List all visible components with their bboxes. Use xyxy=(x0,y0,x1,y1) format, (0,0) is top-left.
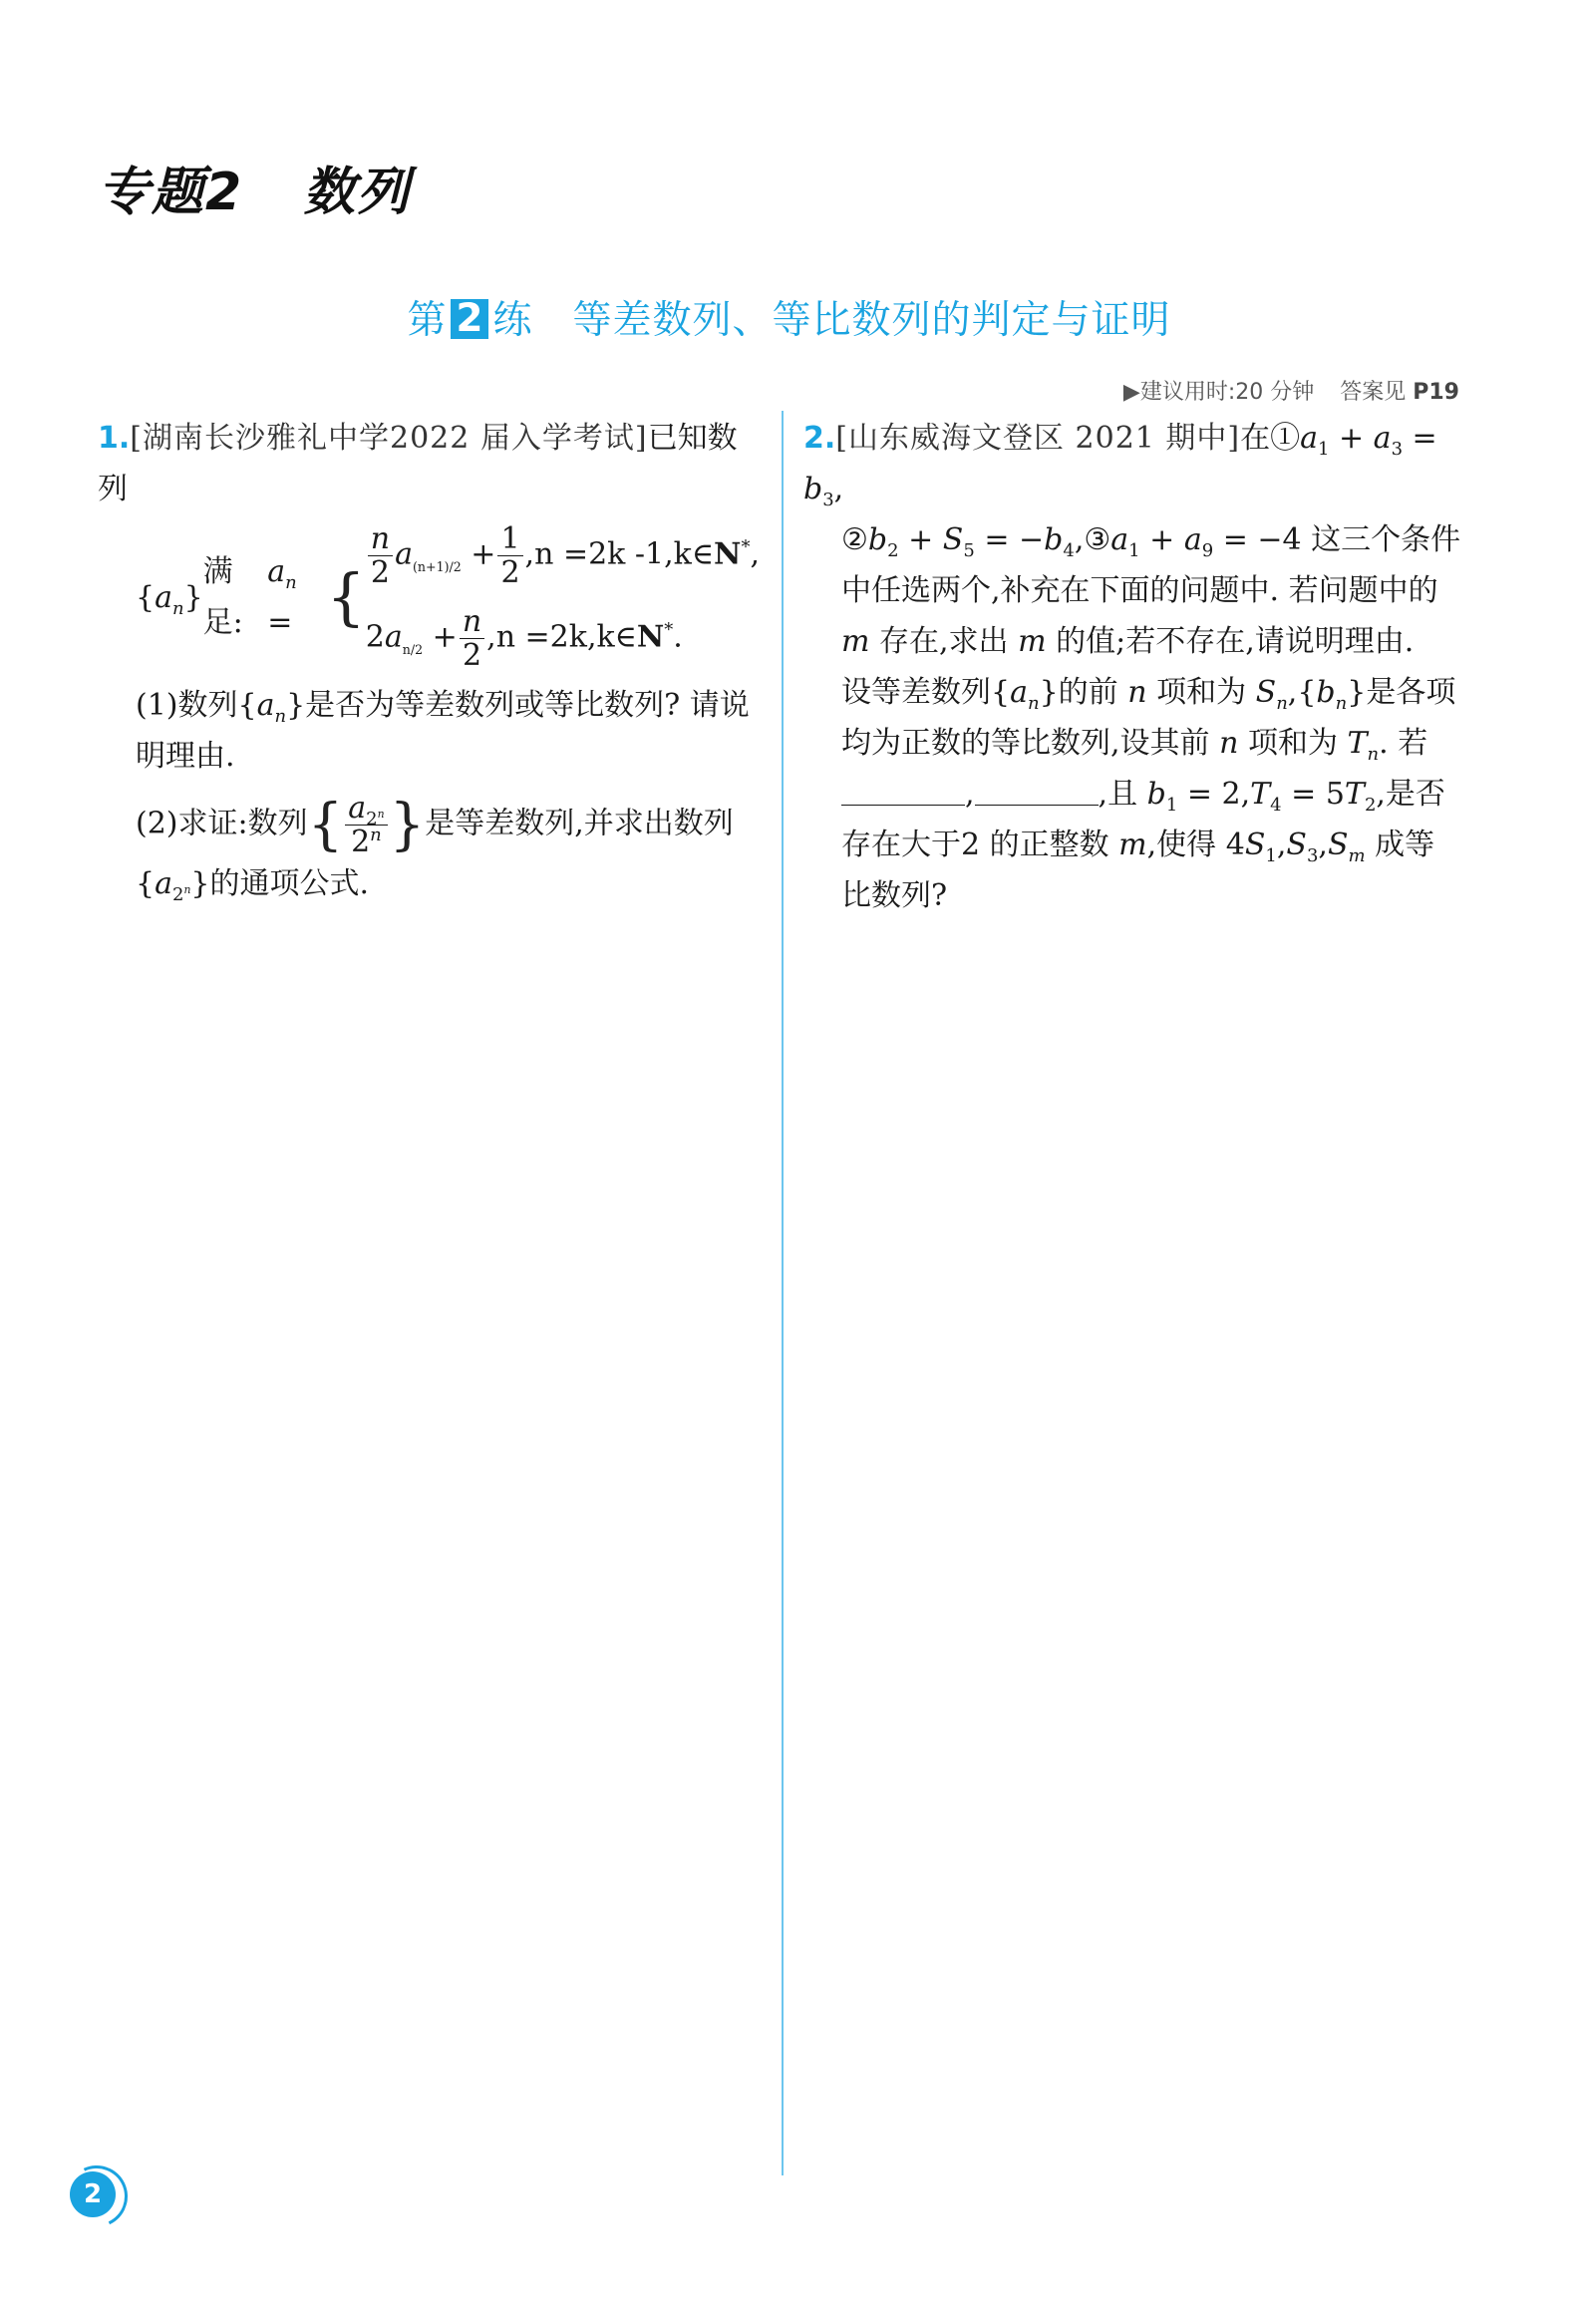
question-2-conditions: $②b_2 + S_5$ = $-b_4,③a_1 + a_9 = -4$ 这三个条件中任选两个,补充在下面的问题中. 若问题中的 m 存在,求出 m 的值;若不存在,请说明理由. xyxy=(841,522,1461,659)
column-divider xyxy=(782,411,784,2175)
blank-1[interactable] xyxy=(841,775,965,806)
suggested-time: ▶建议用时:20 分钟 xyxy=(1122,380,1315,405)
chapter-title xyxy=(98,150,411,224)
case-2: $2a_{n/2}$ + $\frac{n}{2}$ ,n =2k,k∈N*. xyxy=(365,604,683,673)
left-brace: { xyxy=(326,560,366,633)
question-2 xyxy=(803,413,1461,921)
answer-ref-page: P19 xyxy=(1413,380,1459,405)
question-number: 2. xyxy=(803,421,836,456)
case-1: $\frac{n}{2}$ $a_{(n+1)/2}$ + $\frac{1}{2}$ ,n =2k -1,k∈N*, xyxy=(366,514,760,597)
question-stem-text: 已知数列 xyxy=(98,421,738,506)
part-2-text: 是等差数列,并求出数列 xyxy=(425,806,734,841)
para2-f: . 若 xyxy=(1379,726,1428,761)
para2-i: ,使得 xyxy=(1146,828,1217,862)
question-1-stem xyxy=(98,413,760,514)
part-2-label: (2)求证:数列 xyxy=(136,806,308,841)
para2-j: 成等比数列? xyxy=(841,828,1435,913)
blank-2[interactable] xyxy=(975,775,1099,806)
satisfies-text: 满足: xyxy=(202,554,243,640)
lesson-title xyxy=(0,289,1578,345)
lesson-number-badge: 2 xyxy=(451,299,488,339)
question-1-part-2: (2)求证:数列{ $\frac{a_{2^n}}{2^n}$ }是等差数列,并求出数列 $\{a_{2^n}\}$的通项公式. xyxy=(136,791,734,905)
lesson-meta xyxy=(1123,375,1459,406)
para2-g: ,且 xyxy=(1098,777,1138,812)
para2-d: 是各项均为正数的等比数列,设其前 xyxy=(841,675,1456,761)
question-2-stem: 2.[山东威海文登区 2021 期中]在$①a_1 + a_3 = b_3$, xyxy=(803,421,1437,510)
part-2-tail: 的通项公式. xyxy=(209,866,370,901)
question-source: [山东威海文登区 2021 期中] xyxy=(835,421,1241,456)
lesson-suffix: 练 xyxy=(492,298,533,343)
lesson-prefix: 第 xyxy=(407,298,448,343)
question-2-line-3b: 的值;若不存在,请说明理由. xyxy=(1056,624,1415,659)
chapter-topic: 数列 xyxy=(303,163,412,222)
conditions-text: 这三个条件中任选两个,补充在下面的问题中. 若问题中的 xyxy=(841,522,1461,608)
question-number: 1. xyxy=(98,421,131,456)
para2-b: 的前 xyxy=(1058,675,1118,710)
piecewise-definition: $\{a_n\}$ 满足: $a_n$ = { $\frac{n}{2}$ $a_{(n+1)/2}$ + $\frac{1}{2}$ ,n =2k -1,k∈N*, $2a_{n/2}$ + $\frac{n}{2}$ ,n =2k,k∈N*. xyxy=(136,514,760,680)
part-1-label: (1)数列 xyxy=(136,688,238,723)
case-1-condition: ,n =2k -1,k∈ xyxy=(524,536,715,572)
question-2-line-3: 存在,求出 xyxy=(879,624,1009,659)
question-2-paragraph-2: 设等差数列$\{a_n\}$的前 n 项和为 $S_n,\{b_n\}$是各项均为正数的等比数列,设其前 n 项和为 $T_n$. 若 , ,且 $b_1 = 2,T_4 = 5T_2$,是否存在大于2 的正整数 m,使得 $4S_1,S_3,S_m$ 成等比数列? xyxy=(841,675,1456,913)
chapter-label: 专题2 xyxy=(98,163,244,222)
part-1-text: 是否为等差数列或等比数列? 请说明理由. xyxy=(136,688,750,774)
para2-c: 项和为 xyxy=(1156,675,1247,710)
question-stem-text: 在 xyxy=(1240,421,1271,456)
case-2-condition: ,n =2k,k∈ xyxy=(486,619,637,655)
question-1 xyxy=(98,413,760,909)
answer-ref-label: 答案见 xyxy=(1340,380,1407,405)
para2-a: 设等差数列 xyxy=(841,675,991,710)
question-source: [湖南长沙雅礼中学2022 届入学考试] xyxy=(130,421,648,456)
para2-h: ,是否存在大于2 的正整数 xyxy=(841,777,1445,862)
cases xyxy=(366,514,760,680)
question-1-part-1: (1)数列$\{a_n\}$是否为等差数列或等比数列? 请说明理由. xyxy=(136,688,750,774)
page-number: 2 xyxy=(70,2171,116,2217)
lesson-topic: 等差数列、等比数列的判定与证明 xyxy=(572,298,1171,343)
para2-e: 项和为 xyxy=(1247,726,1338,761)
